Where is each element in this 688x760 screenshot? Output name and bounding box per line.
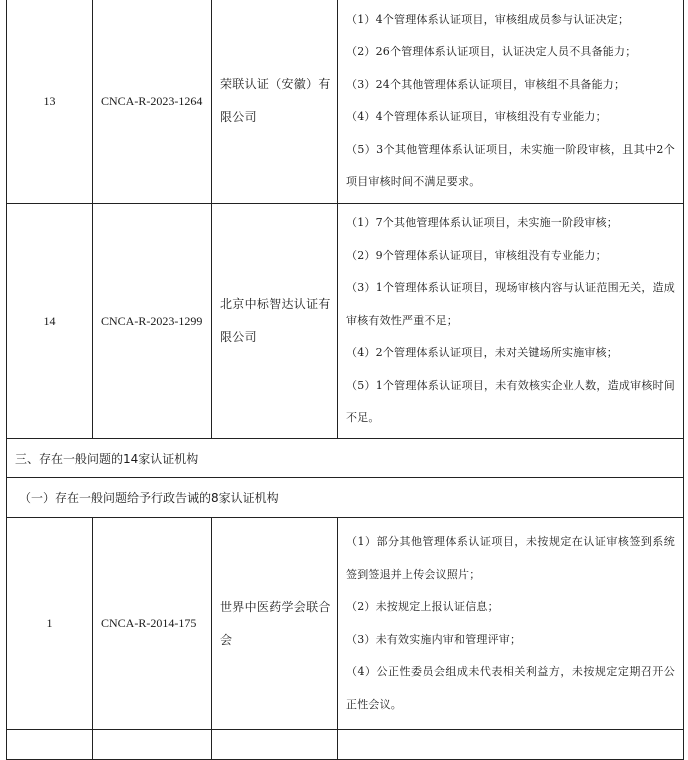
organization-name: 荣联认证（安徽）有限公司 bbox=[212, 0, 338, 204]
issue-item: （1）部分其他管理体系认证项目，未按规定在认证审核签到系统签到签退并上传会议照片； bbox=[346, 535, 675, 581]
table-row bbox=[7, 730, 684, 760]
issues-cell bbox=[338, 0, 684, 204]
subsection-heading: （一）存在一般问题给予行政告诫的8家认证机构 bbox=[7, 478, 684, 518]
row-number: 14 bbox=[7, 204, 93, 439]
issue-item: （3）24个其他管理体系认证项目，审核组不具备能力； bbox=[346, 77, 626, 91]
issue-item: （2）9个管理体系认证项目，审核组没有专业能力； bbox=[346, 248, 607, 262]
issues-cell bbox=[338, 518, 684, 730]
issue-item: （4）公正性委员会组成未代表相关利益方，未按规定定期召开公正性会议。 bbox=[346, 665, 675, 711]
registration-code: CNCA-R-2023-1299 bbox=[93, 204, 212, 439]
section-row bbox=[7, 439, 684, 478]
organization-name: 北京中标智达认证有限公司 bbox=[212, 204, 338, 439]
issue-item: （2）未按规定上报认证信息； bbox=[346, 600, 499, 613]
issue-item: （4）2个管理体系认证项目，未对关键场所实施审核； bbox=[346, 346, 618, 360]
issues-cell bbox=[338, 204, 684, 439]
issue-item: （5）1个管理体系认证项目，未有效核实企业人数，造成审核时间不足。 bbox=[346, 378, 675, 425]
row-number: 1 bbox=[7, 518, 93, 730]
issue-item: （1）7个其他管理体系认证项目，未实施一阶段审核； bbox=[346, 216, 618, 230]
issues-cell bbox=[338, 730, 684, 760]
issue-item: （3）1个管理体系认证项目，现场审核内容与认证范围无关，造成审核有效性严重不足； bbox=[346, 281, 675, 327]
issue-item: （5）3个其他管理体系认证项目，未实施一阶段审核，且其中2个项目审核时间不满足要求。 bbox=[346, 142, 675, 188]
organization-name: 世界中医药学会联合会 bbox=[212, 518, 338, 730]
registration-code bbox=[93, 730, 212, 760]
table-row bbox=[7, 0, 684, 204]
registration-code: CNCA-R-2023-1264 bbox=[93, 0, 212, 204]
table-row bbox=[7, 204, 684, 439]
table-row bbox=[7, 518, 684, 730]
issue-item: （1）4个管理体系认证项目，审核组成员参与认证决定； bbox=[346, 12, 630, 26]
row-number bbox=[7, 730, 93, 760]
issue-item: （4）4个管理体系认证项目，审核组没有专业能力； bbox=[346, 110, 607, 123]
row-number: 13 bbox=[7, 0, 93, 204]
subsection-row bbox=[7, 478, 684, 518]
organization-name bbox=[212, 730, 338, 760]
registration-code: CNCA-R-2014-175 bbox=[93, 518, 212, 730]
issue-item: （2）26个管理体系认证项目，认证决定人员不具备能力； bbox=[346, 45, 637, 58]
certification-body-table bbox=[6, 0, 684, 760]
issue-item: （3）未有效实施内审和管理评审； bbox=[346, 632, 522, 646]
section-heading: 三、存在一般问题的14家认证机构 bbox=[7, 439, 684, 478]
